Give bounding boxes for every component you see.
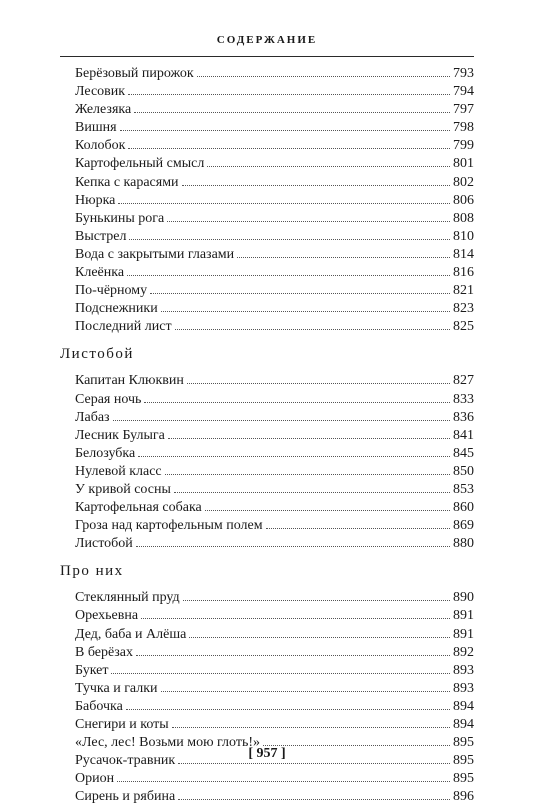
- toc-entry-page: 894: [453, 717, 474, 732]
- toc-entry: [75, 445, 474, 463]
- toc-entry-title: Лабаз: [75, 409, 110, 425]
- toc-entry: [75, 246, 474, 264]
- dot-leader: [136, 655, 450, 656]
- toc-entry-title: Орехьевна: [75, 608, 139, 624]
- toc-entry: [75, 499, 474, 517]
- toc-entry: [75, 698, 474, 716]
- toc-entry: [75, 662, 474, 680]
- dot-leader: [197, 76, 450, 77]
- toc-entry-page: 793: [453, 66, 474, 81]
- toc-entry-page: 894: [453, 698, 474, 714]
- toc-entry-title: Стеклянный пруд: [75, 590, 180, 606]
- toc-entry-page: 836: [453, 409, 474, 425]
- toc-entry-title: Вода с закрытыми глазами: [75, 246, 235, 262]
- dot-leader: [129, 239, 450, 240]
- toc-entry-page: 853: [453, 481, 474, 497]
- dot-leader: [141, 618, 450, 619]
- toc-entry-page: 850: [453, 463, 474, 479]
- dot-leader: [174, 492, 450, 493]
- dot-leader: [161, 311, 450, 312]
- dot-leader: [128, 148, 450, 149]
- dot-leader: [134, 112, 450, 113]
- toc-entry-title: Букет: [75, 662, 109, 678]
- dot-leader: [266, 528, 450, 529]
- toc-entry-title: Лесовик: [75, 84, 126, 100]
- dot-leader: [150, 293, 450, 294]
- toc-entry: [75, 535, 474, 553]
- toc-entry-page: 893: [453, 662, 474, 678]
- toc-entry-page: 891: [453, 626, 474, 642]
- toc-entry-page: 821: [453, 283, 474, 299]
- dot-leader: [183, 600, 450, 601]
- dot-leader: [126, 709, 450, 710]
- toc-entry-title: Белозубка: [75, 445, 136, 461]
- toc-entry-title: По-чёрному: [75, 283, 148, 299]
- toc-entry-page: 895: [453, 771, 474, 787]
- toc-entry-page: 869: [453, 518, 474, 534]
- page-number: [ 957 ]: [248, 746, 286, 761]
- table-of-contents: [60, 65, 474, 806]
- toc-entry: [75, 409, 474, 427]
- toc-entry-page: 802: [453, 174, 474, 190]
- toc-entry: [75, 644, 474, 662]
- toc-entry-title: В берёзах: [75, 644, 133, 660]
- toc-entry-title: Нюрка: [75, 192, 116, 208]
- toc-entry-title: Подснежники: [75, 301, 158, 317]
- toc-entry-page: 825: [453, 319, 474, 335]
- toc-entry-title: Бабочка: [75, 698, 123, 714]
- toc-entry: [75, 607, 474, 625]
- toc-entry: [75, 372, 474, 390]
- dot-leader: [118, 203, 450, 204]
- dot-leader: [189, 637, 450, 638]
- toc-entry-title: Тучка и галки: [75, 680, 158, 696]
- toc-entry-page: 814: [453, 246, 474, 262]
- toc-entry-page: 845: [453, 445, 474, 461]
- toc-entry-page: 799: [453, 138, 474, 154]
- toc-entry-title: Нулевой класс: [75, 463, 162, 479]
- dot-leader: [182, 185, 450, 186]
- toc-entry: [75, 228, 474, 246]
- running-head: СОДЕРЖАНИЕ: [216, 34, 318, 46]
- dot-leader: [127, 275, 450, 276]
- toc-entry: [75, 589, 474, 607]
- toc-entry-title: Вишня: [75, 120, 117, 136]
- toc-entry: [75, 300, 474, 318]
- dot-leader: [207, 166, 450, 167]
- toc-entry: [75, 318, 474, 336]
- toc-entry-page: 797: [453, 102, 474, 118]
- toc-entry-title: Клеёнка: [75, 265, 125, 281]
- toc-entry-page: 892: [453, 644, 474, 660]
- dot-leader: [187, 383, 450, 384]
- toc-entry-page: 880: [453, 536, 474, 552]
- dot-leader: [128, 94, 450, 95]
- toc-entry: [75, 174, 474, 192]
- toc-entry: [75, 788, 474, 806]
- dot-leader: [168, 438, 450, 439]
- toc-entry-title: Берёзовый пирожок: [75, 66, 194, 81]
- toc-entry-title: «Лес, лес! Возьми мою глоть!»: [75, 735, 261, 751]
- toc-entry-page: 827: [453, 373, 474, 389]
- dot-leader: [161, 691, 450, 692]
- toc-entry-page: 801: [453, 156, 474, 172]
- toc-entry-title: Кепка с карасями: [75, 174, 179, 190]
- toc-entry: [75, 155, 474, 173]
- toc-entry-page: 896: [453, 789, 474, 805]
- toc-entry: [75, 770, 474, 788]
- toc-entry-page: 816: [453, 265, 474, 281]
- toc-entry: [75, 680, 474, 698]
- toc-entry-title: Сирень и рябина: [75, 789, 176, 805]
- toc-entry-page: 810: [453, 228, 474, 244]
- toc-entry: [75, 192, 474, 210]
- dot-leader: [120, 130, 450, 131]
- toc-entry-title: Лесник Булыга: [75, 427, 165, 443]
- toc-entry-title: Серая ночь: [75, 391, 142, 407]
- toc-entry-title: Картофельная собака: [75, 500, 202, 516]
- toc-entry-page: 891: [453, 608, 474, 624]
- toc-entry-page: 890: [453, 590, 474, 606]
- toc-entry-page: 895: [453, 753, 474, 769]
- toc-entry: [75, 716, 474, 734]
- dot-leader: [117, 781, 450, 782]
- toc-entry-page: 823: [453, 301, 474, 317]
- dot-leader: [205, 510, 450, 511]
- toc-entry: [75, 626, 474, 644]
- toc-entry-title: Капитан Клюквин: [75, 373, 184, 389]
- toc-entry: [75, 65, 474, 83]
- toc-entry: [75, 517, 474, 535]
- dot-leader: [111, 673, 450, 674]
- toc-entry-page: 893: [453, 680, 474, 696]
- toc-entry: [75, 481, 474, 499]
- toc-entry-title: Картофельный смысл: [75, 156, 205, 172]
- toc-entry-title: Колобок: [75, 138, 126, 154]
- toc-entry: [75, 137, 474, 155]
- dot-leader: [167, 221, 450, 222]
- section-heading: Листобой: [60, 346, 134, 363]
- toc-entry-title: У кривой сосны: [75, 481, 171, 497]
- toc-entry-page: 841: [453, 427, 474, 443]
- toc-entry-title: Снегири и коты: [75, 717, 169, 732]
- toc-entry: [75, 101, 474, 119]
- toc-entry: [75, 463, 474, 481]
- toc-entry-page: 794: [453, 84, 474, 100]
- toc-entry-title: Русачок-травник: [75, 753, 176, 769]
- toc-entry-page: 895: [453, 735, 474, 751]
- section-heading: Про них: [60, 563, 124, 580]
- dot-leader: [165, 474, 450, 475]
- dot-leader: [172, 727, 450, 728]
- toc-entry-page: 798: [453, 120, 474, 136]
- dot-leader: [178, 763, 450, 764]
- toc-entry: [75, 391, 474, 409]
- header-rule: [60, 56, 474, 57]
- dot-leader: [175, 329, 450, 330]
- dot-leader: [136, 546, 450, 547]
- dot-leader: [113, 420, 450, 421]
- toc-entry-page: 806: [453, 192, 474, 208]
- toc-entry-page: 860: [453, 500, 474, 516]
- toc-entry-title: Дед, баба и Алёша: [75, 626, 187, 642]
- toc-entry: [75, 210, 474, 228]
- toc-entry-title: Гроза над картофельным полем: [75, 518, 263, 534]
- toc-entry-page: 808: [453, 210, 474, 226]
- toc-entry-title: Бунькины рога: [75, 210, 165, 226]
- toc-entry: [75, 83, 474, 101]
- toc-entry: [75, 427, 474, 445]
- dot-leader: [237, 257, 450, 258]
- toc-entry: [75, 119, 474, 137]
- dot-leader: [138, 456, 450, 457]
- toc-entry-title: Выстрел: [75, 228, 127, 244]
- toc-entry: [75, 282, 474, 300]
- toc-entry-page: 833: [453, 391, 474, 407]
- toc-entry-title: Листобой: [75, 536, 133, 552]
- toc-entry-title: Орион: [75, 771, 115, 787]
- toc-entry-title: Последний лист: [75, 319, 172, 335]
- dot-leader: [144, 402, 450, 403]
- toc-entry-title: Железяка: [75, 102, 132, 118]
- toc-entry: [75, 264, 474, 282]
